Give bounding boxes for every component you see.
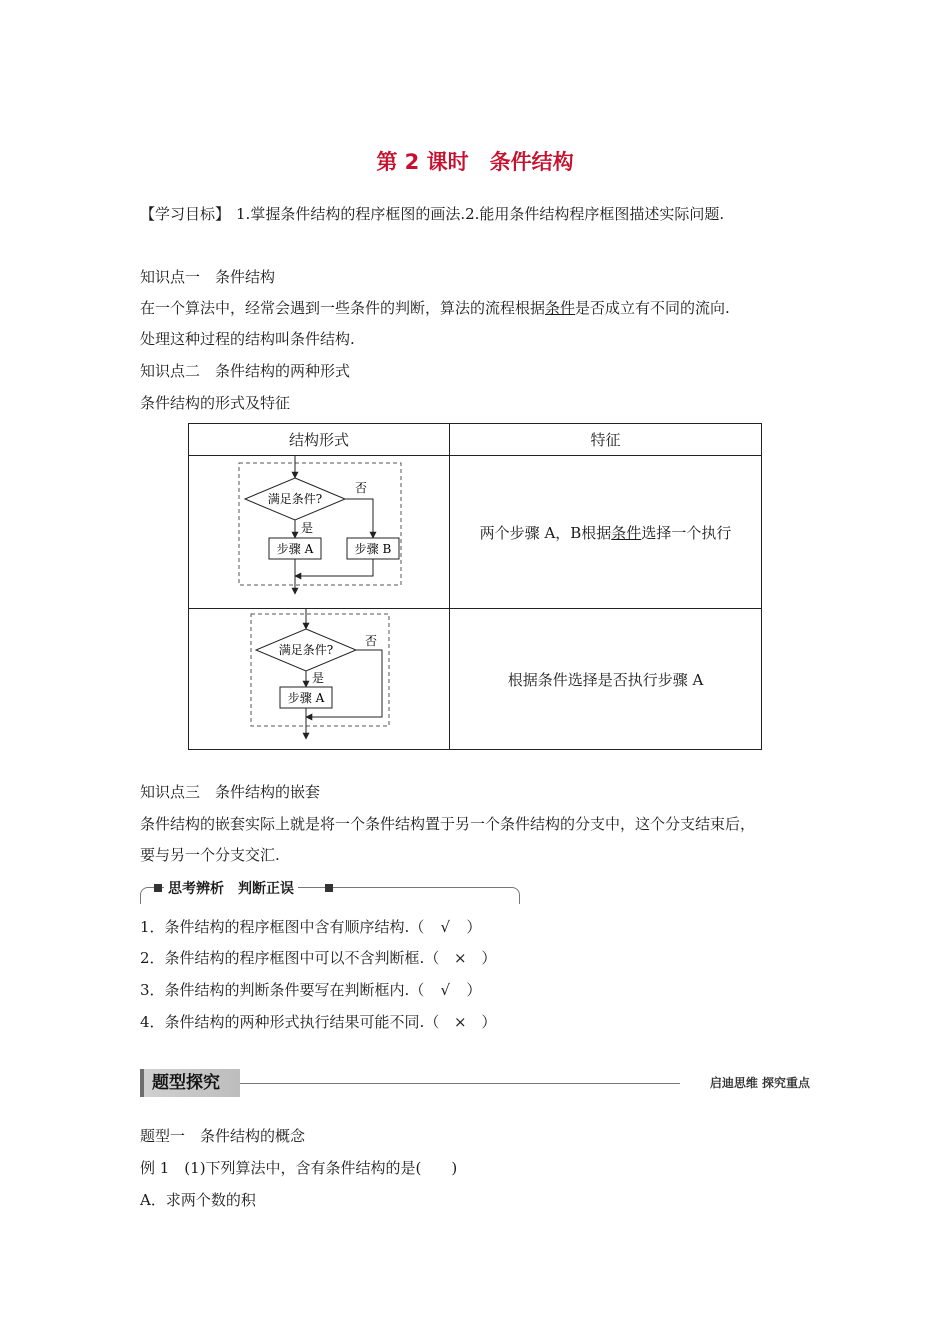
kp3-paragraph-line1: 条件结构的嵌套实际上就是将一个条件结构置于另一个条件结构的分支中，这个分支结束后，: [140, 815, 756, 833]
kp1-text-post: 是否成立有不同的流向.: [575, 299, 730, 317]
judge-close: ）: [466, 981, 482, 999]
feature-cell-1: [450, 456, 762, 609]
kp1-heading: 知识点一 条件结构: [140, 268, 276, 286]
learning-goals-label: 【学习目标】: [140, 205, 231, 223]
no-label: 否: [355, 481, 368, 495]
judge-close: ）: [481, 949, 497, 967]
kp1-text-pre: 在一个算法中，经常会遇到一些条件的判断，算法的流程根据: [140, 299, 546, 317]
table-header-feature: 特征: [450, 424, 762, 456]
think-box: [140, 881, 520, 905]
dashed-frame: [251, 614, 389, 726]
option-a: A．求两个数的积: [140, 1191, 256, 1209]
think-box-title: 思考辨析 判断正误: [164, 878, 298, 898]
feature-1-post: 选择一个执行: [641, 523, 732, 542]
judge-statement: 3．条件结构的判断条件要写在判断框内.（: [140, 981, 425, 999]
yes-label: 是: [301, 521, 314, 535]
list-item: [140, 1011, 496, 1032]
structure-forms-table: [188, 423, 762, 750]
section-banner: [140, 1069, 810, 1097]
decision-label: 满足条件?: [278, 643, 334, 657]
judge-answer: ×: [454, 1013, 467, 1031]
kp2-subheading: 条件结构的形式及特征: [140, 394, 291, 412]
table-header-row: [189, 424, 762, 456]
kp3-paragraph-line2: 要与另一个分支交汇.: [140, 846, 280, 864]
kp1-paragraph-line1: [140, 297, 730, 318]
step-a-label: 步骤 A: [276, 542, 314, 556]
kp1-text-underlined: 条件: [545, 299, 576, 317]
kp2-heading: 知识点二 条件结构的两种形式: [140, 362, 351, 380]
flowchart-if-else: [189, 456, 449, 608]
table-header-structure: 结构形式: [189, 424, 450, 456]
list-item: [140, 979, 481, 1000]
example-1: 例 1 (1)下列算法中，含有条件结构的是( ): [140, 1159, 458, 1177]
kp3-heading: 知识点三 条件结构的嵌套: [140, 783, 321, 801]
flowchart-if: [189, 609, 449, 749]
feature-cell-2: 根据条件选择是否执行步骤 A: [450, 609, 762, 750]
judge-statement: 2．条件结构的程序框图中可以不含判断框.（: [140, 949, 440, 967]
feature-1-pre: 两个步骤 A，B根据: [479, 523, 612, 542]
judge-statement: 1．条件结构的程序框图中含有顺序结构.（: [140, 918, 425, 936]
judge-answer: ×: [454, 949, 467, 967]
think-box-marker-right: [325, 884, 333, 892]
section-banner-rule: [240, 1083, 680, 1084]
dashed-frame: [239, 463, 401, 585]
learning-goals-text: 1.掌握条件结构的程序框图的画法.2.能用条件结构程序框图描述实际问题.: [236, 205, 725, 223]
think-box-marker-left: [154, 884, 162, 892]
list-item: [140, 947, 496, 968]
judge-statement: 4．条件结构的两种形式执行结果可能不同.（: [140, 1013, 440, 1031]
learning-goals: [140, 203, 724, 224]
judge-close: ）: [481, 1013, 497, 1031]
feature-1-underlined: 条件: [611, 523, 642, 542]
judge-close: ）: [466, 918, 482, 936]
yes-label: 是: [312, 671, 325, 685]
page-title: 第 2 课时 条件结构: [376, 150, 574, 174]
decision-label: 满足条件?: [267, 492, 323, 506]
judge-answer: √: [440, 918, 451, 936]
section-banner-title: 题型探究: [140, 1069, 240, 1097]
table-row: [189, 456, 762, 609]
list-item: [140, 916, 481, 937]
step-a-label: 步骤 A: [287, 691, 325, 705]
type1-heading: 题型一 条件结构的概念: [140, 1127, 306, 1145]
no-label: 否: [365, 634, 378, 648]
table-row: [189, 609, 762, 750]
section-banner-tagline: 启迪思维 探究重点: [709, 1076, 810, 1090]
step-b-label: 步骤 B: [354, 542, 392, 556]
flowchart-cell-2: [189, 609, 450, 750]
kp1-paragraph-line2: 处理这种过程的结构叫条件结构.: [140, 330, 355, 348]
judge-answer: √: [440, 981, 451, 999]
flowchart-cell-1: [189, 456, 450, 609]
